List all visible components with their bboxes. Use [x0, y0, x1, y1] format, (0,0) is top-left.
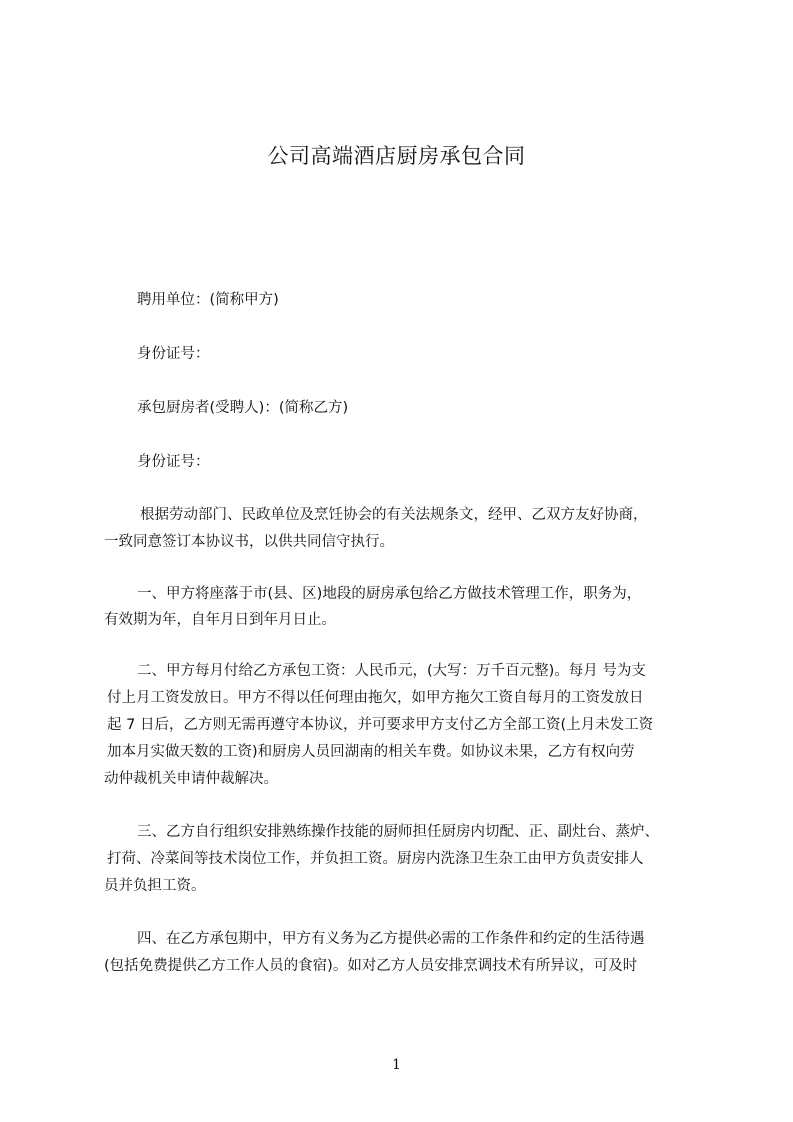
paragraph-line: 四、在乙方承包期中，甲方有义务为乙方提供必需的工作条件和约定的生活待遇 [137, 931, 645, 947]
document-title: 公司高端酒店厨房承包合同 [267, 144, 526, 168]
contractor-id-field: 身份证号： [137, 454, 210, 470]
paragraph-line: 二、甲方每月付给乙方承包工资：人民币元，(大写：万千百元整)。每月 号为支 [137, 663, 646, 679]
paragraph-line: 起 7 日后，乙方则无需再遵守本协议，并可要求甲方支付乙方全部工资(上月未发工资 [107, 717, 654, 733]
paragraph-line: 付上月工资发放日。甲方不得以任何理由拖欠，如甲方拖欠工资自每月的工资发放日 [107, 690, 644, 706]
paragraph-line: 打荷、冷菜间等技术岗位工作，并负担工资。厨房内洗涤卫生杂工由甲方负责安排人 [107, 851, 644, 867]
paragraph-line: 动仲裁机关申请仲裁解决。 [104, 771, 278, 787]
page-number: 1 [392, 1057, 401, 1073]
employer-id-field: 身份证号： [137, 346, 210, 362]
paragraph-line: 一、甲方将座落于市(县、区)地段的厨房承包给乙方做技术管理工作，职务为， [137, 586, 642, 602]
paragraph-line: 员并负担工资。 [104, 878, 206, 894]
paragraph-line: 根据劳动部门、民政单位及烹饪协会的有关法规条文，经甲、乙双方友好协商， [140, 507, 648, 523]
paragraph-line: 有效期为年，自年月日到年月日止。 [104, 612, 336, 628]
contractor-field: 承包厨房者(受聘人)：(简称乙方) [137, 400, 349, 416]
paragraph-line: 一致同意签订本协议书，以供共同信守执行。 [104, 534, 394, 550]
paragraph-line: (包括免费提供乙方工作人员的食宿)。如对乙方人员安排烹调技术有所异议，可及时 [104, 958, 638, 974]
employer-field: 聘用单位：(简称甲方) [137, 292, 279, 308]
paragraph-line: 加本月实做天数的工资)和厨房人员回湖南的相关车费。如协议未果，乙方有权向劳 [107, 744, 635, 760]
paragraph-line: 三、乙方自行组织安排熟练操作技能的厨师担任厨房内切配、正、副灶台、蒸炉、 [137, 824, 659, 840]
